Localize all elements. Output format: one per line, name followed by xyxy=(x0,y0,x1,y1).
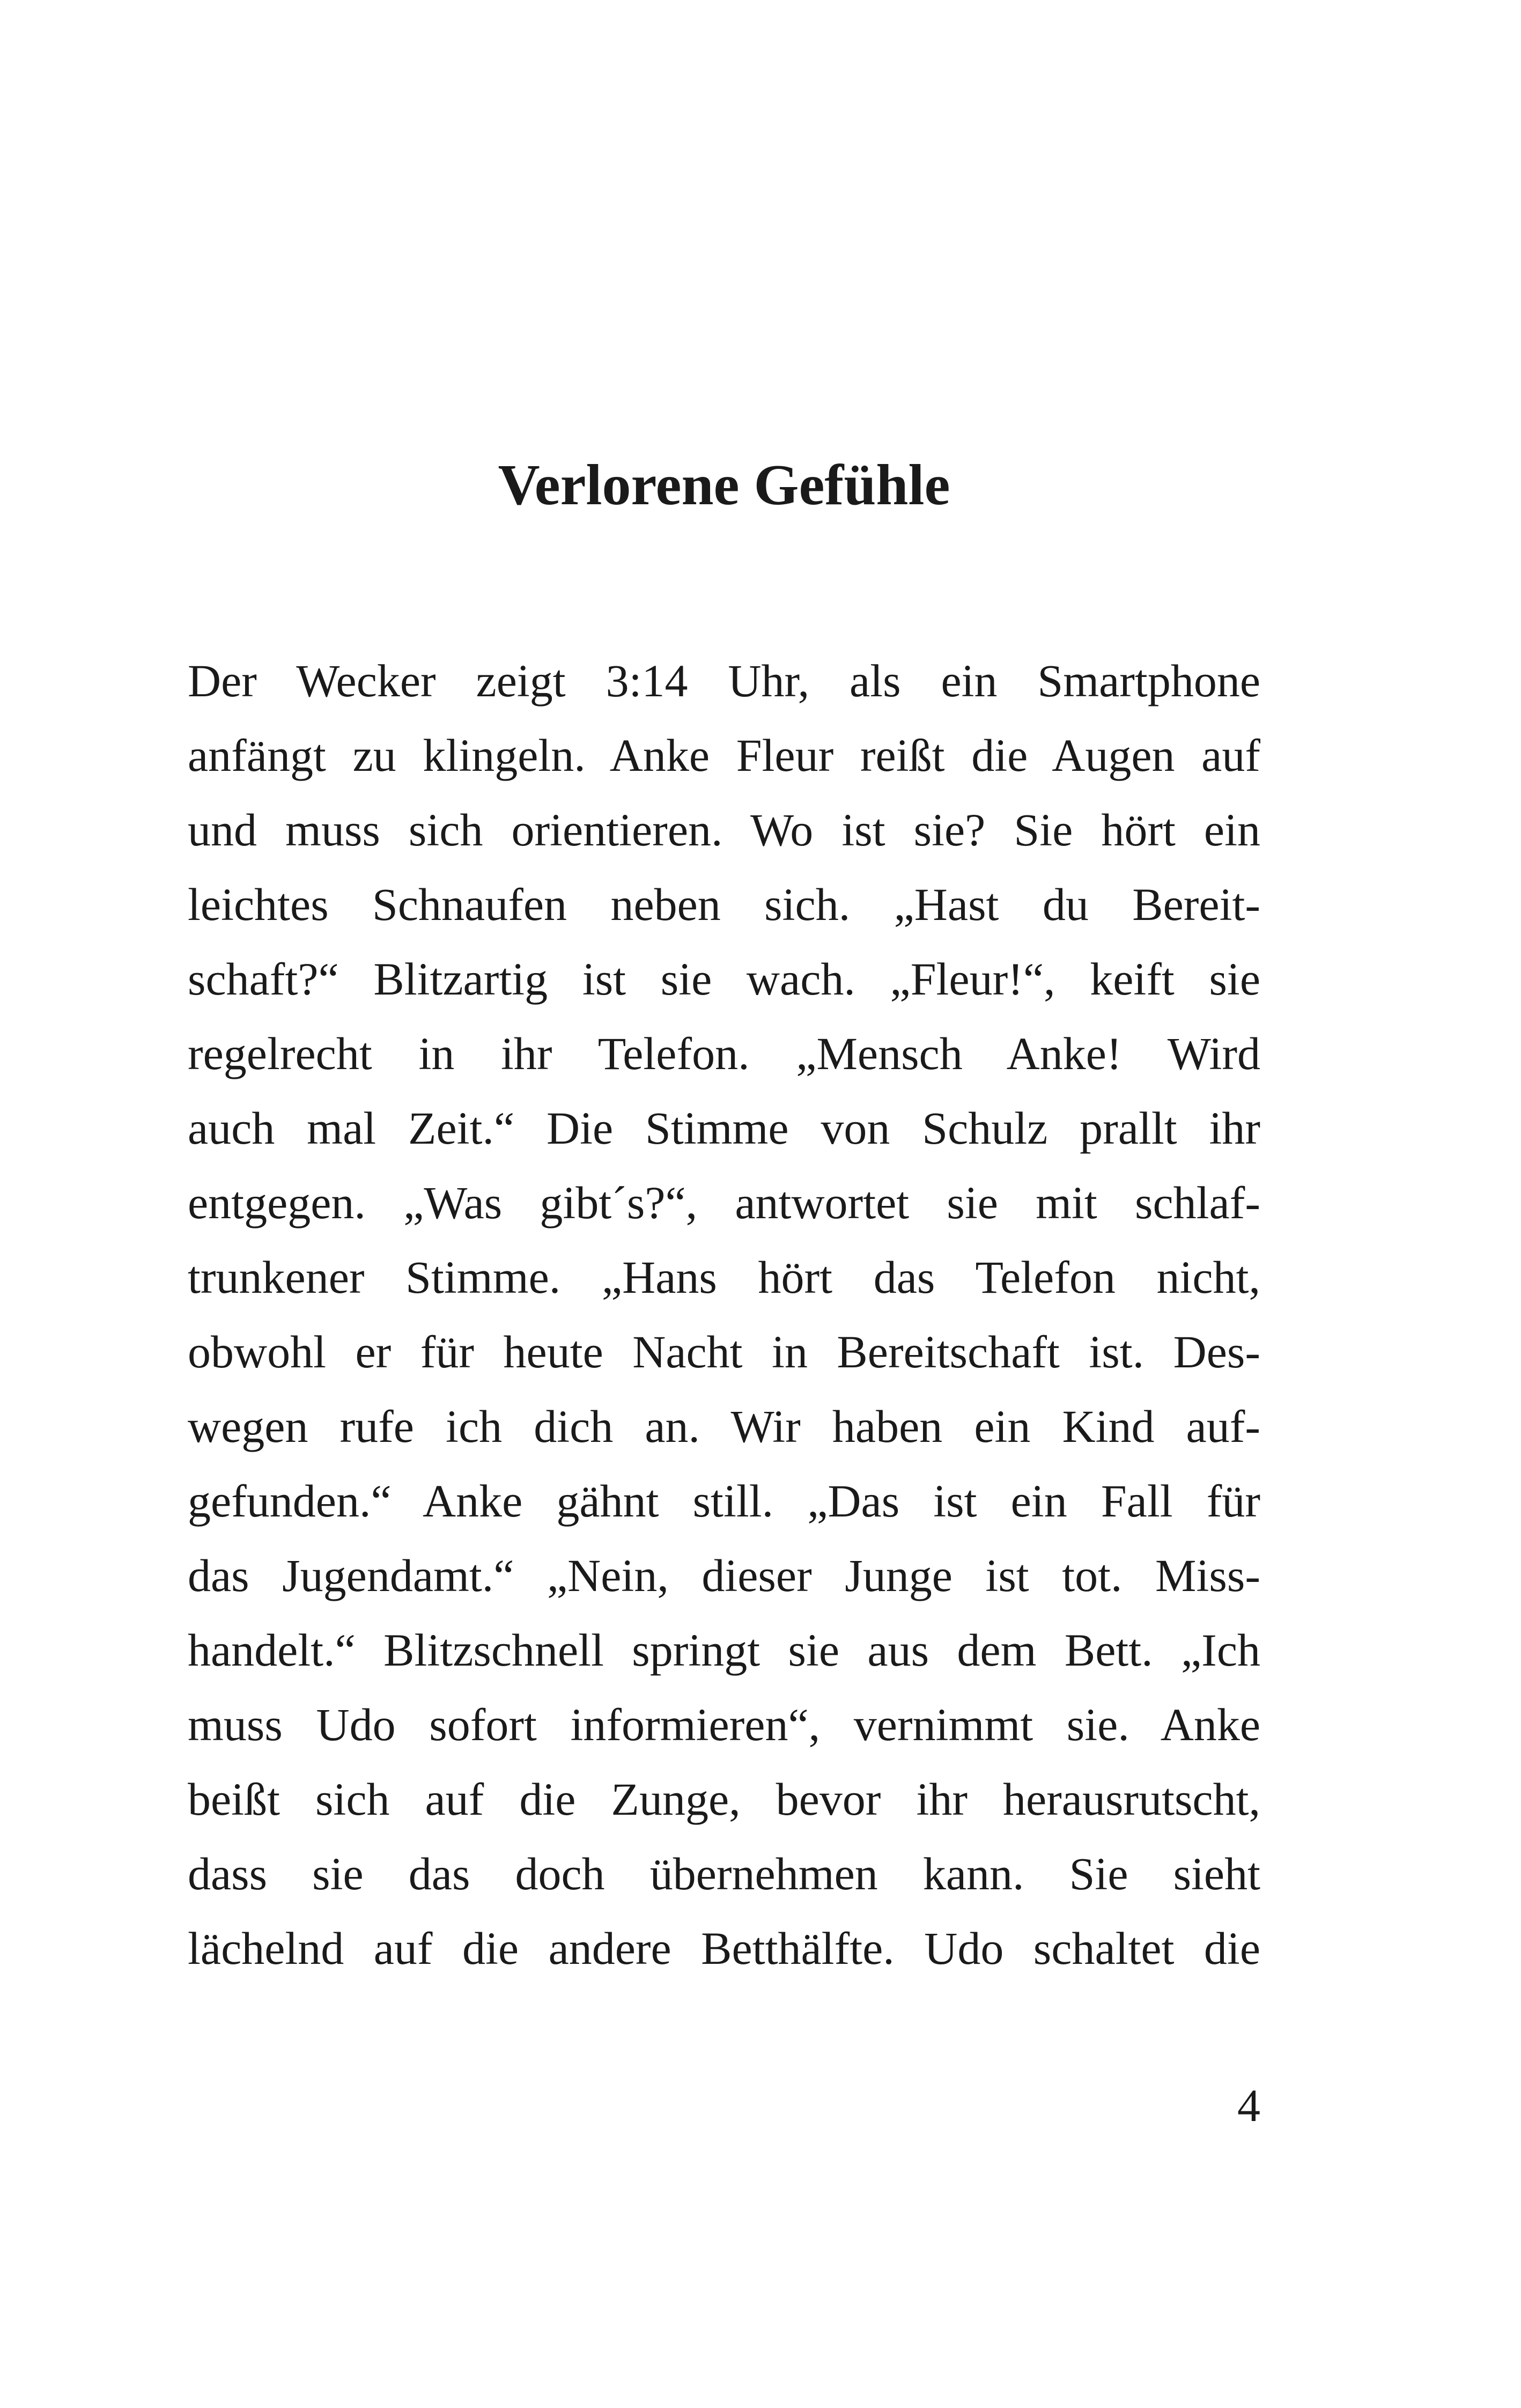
chapter-title: Verlorene Gefühle xyxy=(498,453,950,517)
text-line: trunkener Stimme. „Hans hört das Telefon nicht, xyxy=(188,1251,1260,1303)
text-line: dass sie das doch übernehmen kann. Sie sieht xyxy=(188,1848,1260,1899)
text-line: gefunden.“ Anke gähnt still. „Das ist ein Fall für xyxy=(188,1475,1260,1527)
text-line: handelt.“ Blitzschnell springt sie aus dem Bett. „Ich xyxy=(188,1624,1260,1676)
text-line: regelrecht in ihr Telefon. „Mensch Anke! Wird xyxy=(188,1028,1260,1079)
text-line: leichtes Schnaufen neben sich. „Hast du Bereit- xyxy=(188,879,1260,930)
text-line: anfängt zu klingeln. Anke Fleur reißt die Augen auf xyxy=(188,730,1260,781)
text-line: das Jugendamt.“ „Nein, dieser Junge ist tot. Miss- xyxy=(188,1550,1260,1601)
text-line: wegen rufe ich dich an. Wir haben ein Kind auf- xyxy=(188,1401,1260,1452)
text-line: beißt sich auf die Zunge, bevor ihr herausrutscht, xyxy=(188,1773,1260,1825)
body-paragraph xyxy=(188,644,1260,1986)
text-line: schaft?“ Blitzartig ist sie wach. „Fleur!“, keift sie xyxy=(188,953,1260,1005)
text-line: obwohl er für heute Nacht in Bereitschaft ist. Des- xyxy=(188,1326,1260,1378)
text-line: lächelnd auf die andere Betthälfte. Udo schaltet die xyxy=(188,1923,1260,1974)
page-number: 4 xyxy=(1237,2080,1260,2131)
text-line: muss Udo sofort informieren“, vernimmt sie. Anke xyxy=(188,1699,1260,1750)
text-line: entgegen. „Was gibt´s?“, antwortet sie mit schlaf- xyxy=(188,1177,1260,1228)
text-line: Der Wecker zeigt 3:14 Uhr, als ein Smartphone xyxy=(188,655,1260,706)
text-line: auch mal Zeit.“ Die Stimme von Schulz prallt ihr xyxy=(188,1102,1260,1154)
text-line: und muss sich orientieren. Wo ist sie? Sie hört ein xyxy=(188,804,1260,856)
